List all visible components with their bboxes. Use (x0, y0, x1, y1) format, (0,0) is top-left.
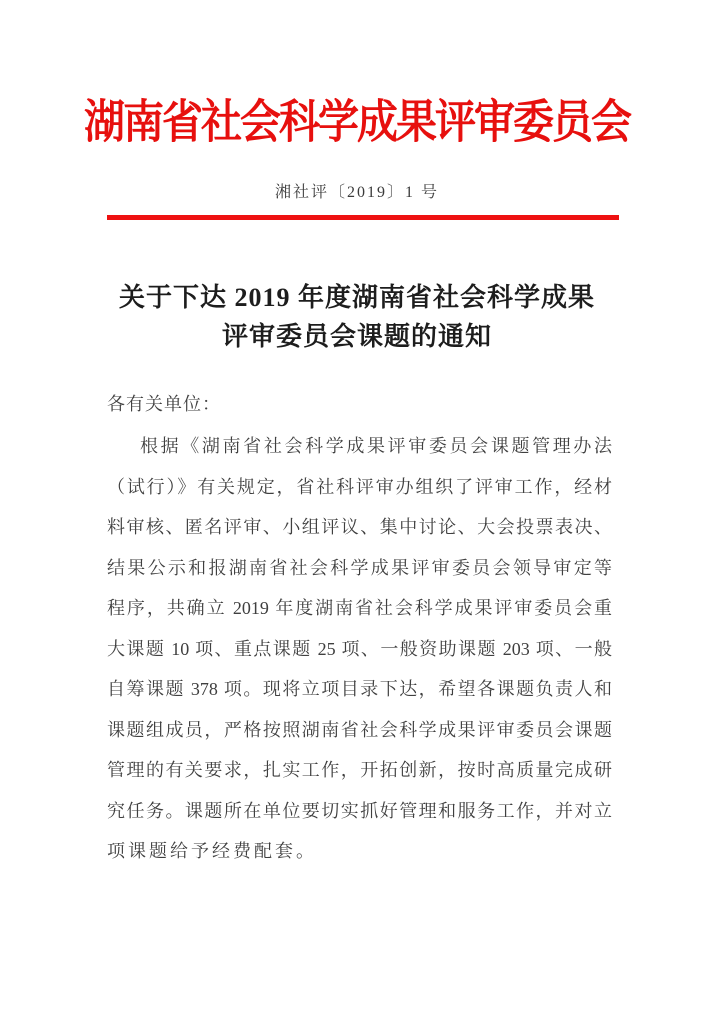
doc-title (0, 278, 714, 356)
salutation: 各有关单位： (107, 394, 221, 414)
doc-title-line-2: 评审委员会课题的通知 (221, 322, 492, 351)
paragraph-line: 程序，共确立 2019 年度湖南省社会科学成果评审委员会重 (107, 598, 612, 618)
paragraph-line: （试行）》有关规定，省社科评审办组织了评审工作，经材 (107, 476, 612, 497)
paragraph-line: 课题组成员，严格按照湖南省社会科学成果评审委员会课题 (107, 719, 612, 740)
paragraph-line: 管理的有关要求，扎实工作，开拓创新，按时高质量完成研 (107, 760, 612, 780)
paragraph-line: 结果公示和报湖南省社会科学成果评审委员会领导审定等 (107, 557, 612, 578)
paragraph-line: 大课题 10 项、重点课题 25 项、一般资助课题 203 项、一般 (107, 638, 612, 659)
paragraph-line: 根据《湖南省社会科学成果评审委员会课题管理办法 (140, 436, 612, 456)
doc-title-line-1: 关于下达 2019 年度湖南省社会科学成果 (118, 283, 595, 312)
org-name-header: 湖南省社会科学成果评审委员会 (84, 95, 630, 148)
doc-number: 湘社评〔2019〕1 号 (274, 184, 439, 201)
paragraph-line: 自筹课题 378 项。现将立项目录下达，希望各课题负责人和 (107, 679, 612, 699)
paragraph-line: 项课题给予经费配套。 (107, 841, 317, 861)
red-divider-rule (107, 215, 619, 220)
paragraph-line: 究任务。课题所在单位要切实抓好管理和服务工作，并对立 (107, 800, 612, 821)
paragraph-line: 料审核、匿名评审、小组评议、集中讨论、大会投票表决、 (107, 517, 612, 537)
body-paragraph (107, 426, 612, 872)
